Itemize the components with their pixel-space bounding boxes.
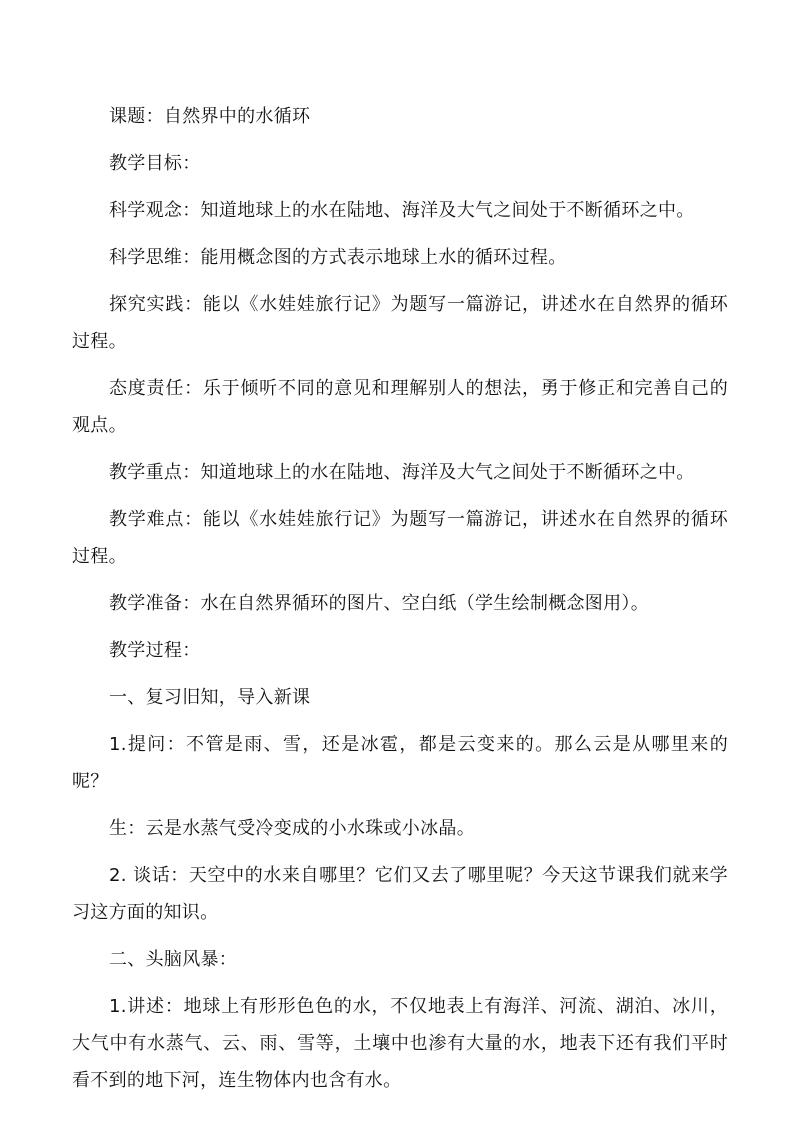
goal-inquiry-practice: 探究实践：能以《水娃娃旅行记》为题写一篇游记，讲述水在自然界的循环过程。 xyxy=(72,294,728,352)
teaching-process-heading: 教学过程： xyxy=(109,640,201,661)
goal-scientific-concept: 科学观念：知道地球上的水在陆地、海洋及大气之间处于不断循环之中。 xyxy=(109,200,695,221)
teaching-preparation: 教学准备：水在自然界循环的图片、空白纸（学生绘制概念图用）。 xyxy=(109,593,649,614)
section-review-heading: 一、复习旧知，导入新课 xyxy=(109,687,311,708)
goal-attitude-responsibility: 态度责任：乐于倾听不同的意见和理解别人的想法，勇于修正和完善自己的观点。 xyxy=(72,378,728,436)
section-brainstorm-heading: 二、头脑风暴： xyxy=(109,949,238,970)
teaching-goals-heading: 教学目标： xyxy=(109,153,201,174)
teaching-key-point: 教学重点：知道地球上的水在陆地、海洋及大气之间处于不断循环之中。 xyxy=(109,462,695,483)
student-answer: 生：云是水蒸气受冷变成的小水珠或小冰晶。 xyxy=(109,818,475,839)
discussion-paragraph: 2. 谈话：天空中的水来自哪里？它们又去了哪里呢？今天这节课我们就来学习这方面的知识。 xyxy=(72,865,728,923)
lesson-plan-body xyxy=(72,98,728,1109)
goal-scientific-thinking: 科学思维：能用概念图的方式表示地球上水的循环过程。 xyxy=(109,247,567,268)
narration-paragraph: 1.讲述：地球上有形形色色的水，不仅地表上有海洋、河流、湖泊、冰川，大气中有水蒸气、云、雨、雪等，土壤中也渗有大量的水，地表下还有我们平时看不到的地下河，连生物体内也含有水。 xyxy=(72,996,728,1091)
lesson-title: 课题：自然界中的水循环 xyxy=(109,106,311,127)
question-paragraph: 1.提问：不管是雨、雪，还是冰雹，都是云变来的。那么云是从哪里来的呢？ xyxy=(72,734,728,792)
teaching-difficulty: 教学难点：能以《水娃娃旅行记》为题写一篇游记，讲述水在自然界的循环过程。 xyxy=(72,509,728,567)
